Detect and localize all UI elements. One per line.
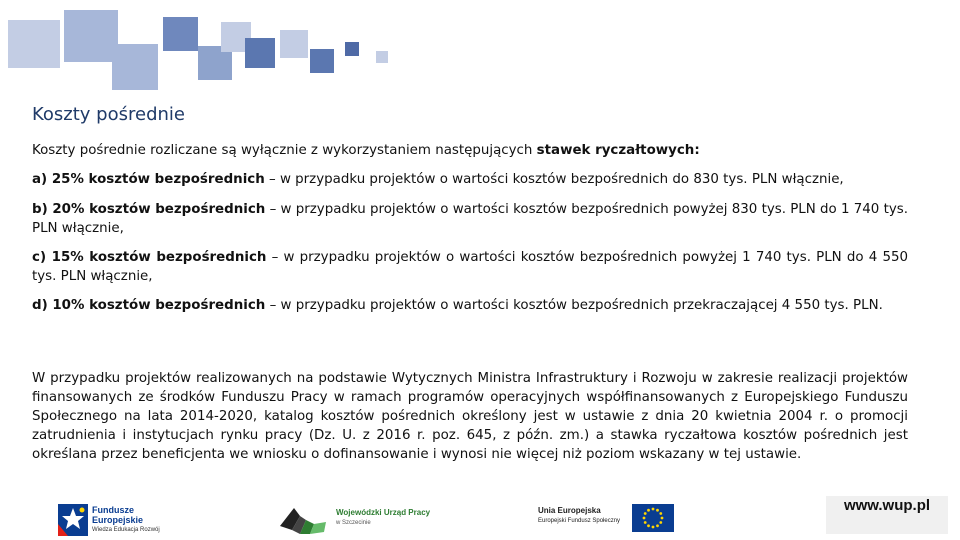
item-text: – w przypadku projektów o wartości kosztów bezpośrednich do 830 tys. PLN włącznie, <box>264 172 844 187</box>
intro-text: Koszty pośrednie rozliczane są wyłącznie z wykorzystaniem następujących <box>32 143 537 158</box>
square <box>245 38 275 68</box>
item-bold: b) 20% kosztów bezpośrednich <box>32 202 266 217</box>
fe-line2: Europejskie <box>92 515 144 525</box>
eu-flag-icon <box>632 504 674 532</box>
footer-logos <box>0 492 960 540</box>
square <box>163 17 198 51</box>
item-bold: d) 10% kosztów bezpośrednich <box>32 298 266 313</box>
wup-emblem-icon <box>280 504 332 534</box>
square <box>310 49 334 73</box>
body-paragraph: W przypadku projektów realizowanych na podstawie Wytycznych Ministra Infrastruktury i Rozwoju w zakresie realizacji projektów finansowanych ze środków Funduszu Pracy w ramach programów operacyjnych współfinansowanych z Europejskiego Funduszu Społecznego na lata 2014-2020, katalog kosztów pośrednich określony jest w ustawie z dnia 20 kwietnia 2004 r. o promocji zatrudnienia i instytucjach rynku pracy (Dz. U. z 2016 r. poz. 645, z późn. zm.) a stawka ryczałtowa kosztów pośrednich jest określana przez beneficjenta we wniosku o dofinansowanie i wynosi nie więcej niż poziom wskazany w tej ustawie. <box>32 371 908 462</box>
website-url[interactable]: www.wup.pl <box>826 496 948 534</box>
wup-line1: Wojewódzki Urząd Pracy <box>336 508 431 517</box>
intro-bold: stawek ryczałtowych: <box>536 143 700 158</box>
square <box>345 42 359 56</box>
wup-logo <box>280 502 430 538</box>
item-text: – w przypadku projektów o wartości kosztów bezpośrednich powyżej 1 740 tys. PLN do 4 550 tys. PLN włącznie, <box>32 250 909 284</box>
square <box>8 20 60 68</box>
square <box>280 30 308 58</box>
page-title: Koszty pośrednie <box>32 104 185 125</box>
square <box>64 10 118 62</box>
ue-line1: Unia Europejska <box>538 506 601 515</box>
fe-line3: Wiedza Edukacja Rozwój <box>92 527 160 533</box>
list-item <box>32 296 908 315</box>
fe-line1: Fundusze <box>92 505 134 515</box>
eu-logo <box>538 502 678 538</box>
ue-line2: Europejski Fundusz Społeczny <box>538 518 621 524</box>
item-bold: a) 25% kosztów bezpośrednich <box>32 172 265 187</box>
fundusze-europejskie-logo <box>56 502 196 538</box>
item-text: – w przypadku projektów o wartości kosztów bezpośrednich przekraczającej 4 550 tys. PLN. <box>265 298 883 313</box>
item-text: – w przypadku projektów o wartości kosztów bezpośrednich powyżej 830 tys. PLN do 1 740 tys. PLN włącznie, <box>32 202 908 236</box>
square <box>112 44 158 90</box>
fe-star-icon <box>58 504 88 536</box>
list-item <box>32 200 908 238</box>
list-item <box>32 170 908 189</box>
intro-paragraph <box>32 141 908 160</box>
wup-line2: w Szczecinie <box>336 520 371 526</box>
list-item <box>32 248 908 286</box>
square <box>376 51 388 63</box>
item-bold: c) 15% kosztów bezpośrednich <box>32 250 267 265</box>
